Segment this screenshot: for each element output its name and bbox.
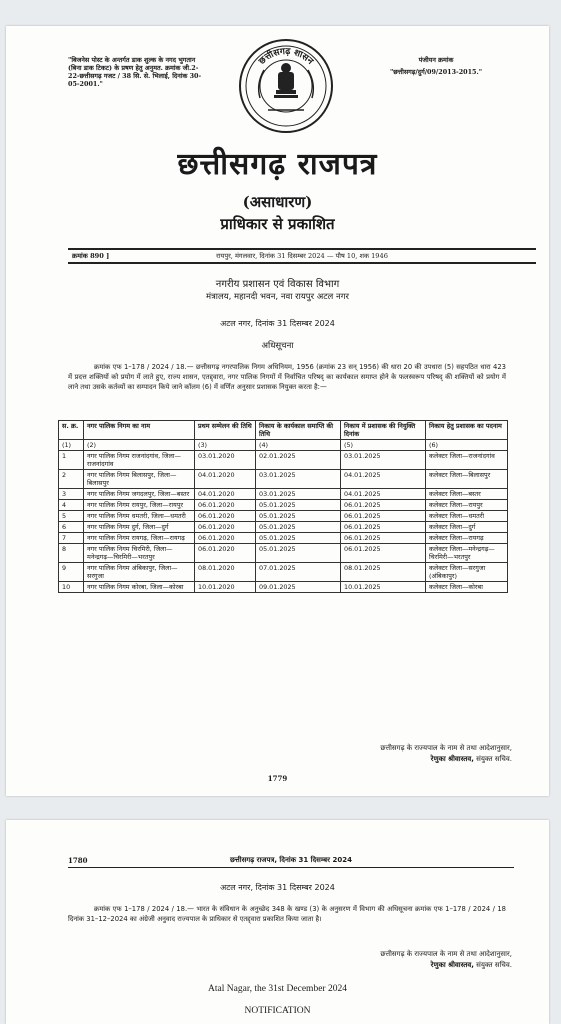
gazette-page-1780 bbox=[6, 820, 549, 1024]
table-row bbox=[59, 582, 508, 593]
cell-designation: कलेक्टर जिला—मनेन्द्रगढ़—चिरमिरी—भरतपुर bbox=[426, 544, 508, 563]
registration-label: पंजीयन क्रमांक bbox=[418, 56, 454, 64]
cell-designation: कलेक्टर जिला—बिलासपुर bbox=[426, 470, 508, 489]
notification-date: अटल नगर, दिनांक 31 दिसम्बर 2024 bbox=[220, 883, 335, 892]
col-header-sno: स. क्र. bbox=[59, 421, 84, 440]
col-number: (2) bbox=[84, 440, 195, 451]
table-number-row bbox=[59, 440, 508, 451]
cell-first-meeting: 06.01.2020 bbox=[195, 544, 256, 563]
cell-term-end: 03.01.2025 bbox=[256, 470, 341, 489]
cell-designation: कलेक्टर जिला—बस्तर bbox=[426, 489, 508, 500]
cell-first-meeting: 06.01.2020 bbox=[195, 500, 256, 511]
col-header-term-end: निकाय के कार्यकाल समाप्ति की तिथि bbox=[256, 421, 341, 440]
cell-corporation: नगर पालिक निगम चिरमिरी, जिला—मनेन्द्रगढ़—चिरमिरी—भरतपुर bbox=[84, 544, 195, 563]
col-number: (3) bbox=[195, 440, 256, 451]
cell-appointment: 06.01.2025 bbox=[341, 511, 426, 522]
cell-corporation: नगर पालिक निगम राजनांदगांव, जिला—राजनांदगांव bbox=[84, 451, 195, 470]
cell-first-meeting: 03.01.2020 bbox=[195, 451, 256, 470]
administrator-table bbox=[58, 420, 508, 593]
translation-note-body: क्रमांक एफ 1–178 / 2024 / 18.— भारत के संविधान के अनुच्छेद 348 के खण्ड (3) के अनुसरण में विभाग की अधिसूचना क्रमांक एफ 1–178 / 2024 / 18 दिनांक 31–12–2024 का अंग्रेजी अनुवाद राज्यपाल के प्राधिकार से एतद्द्वारा प्रकाशित किया जाता है। bbox=[68, 905, 506, 923]
table-row bbox=[59, 511, 508, 522]
cell-sno: 1 bbox=[59, 451, 84, 470]
cell-sno: 9 bbox=[59, 563, 84, 582]
cell-corporation: नगर पालिक निगम रायगढ़, जिला—रायगढ़ bbox=[84, 533, 195, 544]
table-row bbox=[59, 544, 508, 563]
col-number: (6) bbox=[426, 440, 508, 451]
cell-corporation: नगर पालिक निगम कोरबा, जिला—कोरबा bbox=[84, 582, 195, 593]
cell-first-meeting: 08.01.2020 bbox=[195, 563, 256, 582]
cell-term-end: 05.01.2025 bbox=[256, 544, 341, 563]
postal-note: "बिजनेस पोस्ट के अन्तर्गत डाक शुल्क के नगद भुगतान (बिना डाक टिकट) के प्रषण हेतु अनुमत. क्रमांक जी.2-22-छत्तीसगढ़ गजट / 38 सि. से. भिलाई, दिनांक 30-05-2001." bbox=[68, 56, 202, 88]
registration-number: "छत्तीसगढ़/दुर्ग/09/2013-2015." bbox=[389, 68, 483, 76]
cell-term-end: 05.01.2025 bbox=[256, 533, 341, 544]
signer-block bbox=[300, 961, 512, 970]
department-name: नगरीय प्रशासन एवं विकास विभाग bbox=[215, 279, 340, 290]
cell-sno: 10 bbox=[59, 582, 84, 593]
gazette-page-1779 bbox=[6, 26, 549, 796]
signer-name: रेणुका श्रीवास्तव, bbox=[430, 755, 474, 763]
english-notification-title: NOTIFICATION bbox=[244, 1006, 311, 1016]
page-header bbox=[68, 854, 514, 868]
cell-sno: 6 bbox=[59, 522, 84, 533]
cell-sno: 7 bbox=[59, 533, 84, 544]
cell-sno: 5 bbox=[59, 511, 84, 522]
page-number: 1779 bbox=[267, 774, 288, 783]
cell-sno: 4 bbox=[59, 500, 84, 511]
cell-appointment: 03.01.2025 bbox=[341, 451, 426, 470]
signer-block bbox=[300, 755, 512, 764]
cell-appointment: 04.01.2025 bbox=[341, 489, 426, 500]
signer-title: संयुक्त सचिव. bbox=[476, 755, 512, 763]
cell-sno: 3 bbox=[59, 489, 84, 500]
state-emblem-seal bbox=[238, 38, 334, 134]
page-number: 1780 bbox=[68, 856, 88, 865]
table-row bbox=[59, 500, 508, 511]
table-row bbox=[59, 533, 508, 544]
cell-corporation: नगर पालिक निगम धमतरी, जिला—धमतरी bbox=[84, 511, 195, 522]
issue-bar bbox=[68, 248, 536, 264]
seal-text: छत्तीसगढ़ शासन bbox=[257, 46, 315, 67]
cell-term-end: 09.01.2025 bbox=[256, 582, 341, 593]
col-header-appointment: निकाय में प्रशासक की नियुक्ति दिनांक bbox=[341, 421, 426, 440]
col-number: (4) bbox=[256, 440, 341, 451]
cell-corporation: नगर पालिक निगम बिलासपुर, जिला—बिलासपुर bbox=[84, 470, 195, 489]
table-row bbox=[59, 522, 508, 533]
table-row bbox=[59, 470, 508, 489]
cell-appointment: 08.01.2025 bbox=[341, 563, 426, 582]
notification-heading: अधिसूचना bbox=[261, 341, 294, 351]
cell-appointment: 06.01.2025 bbox=[341, 544, 426, 563]
department-address: मंत्रालय, महानदी भवन, नवा रायपुर अटल नगर bbox=[205, 292, 349, 302]
cell-designation: कलेक्टर जिला—सरगुजा (अंबिकापुर) bbox=[426, 563, 508, 582]
table-row bbox=[59, 563, 508, 582]
cell-first-meeting: 06.01.2020 bbox=[195, 522, 256, 533]
running-header: छत्तीसगढ़ राजपत्र, दिनांक 31 दिसम्बर 2024 bbox=[230, 856, 352, 864]
cell-corporation: नगर पालिक निगम अंबिकापुर, जिला—सरगुजा bbox=[84, 563, 195, 582]
cell-sno: 8 bbox=[59, 544, 84, 563]
col-number: (1) bbox=[59, 440, 84, 451]
cell-corporation: नगर पालिक निगम जगदलपुर, जिला—बस्तर bbox=[84, 489, 195, 500]
cell-term-end: 05.01.2025 bbox=[256, 500, 341, 511]
signoff-line: छत्तीसगढ़ के राज्यपाल के नाम से तथा आदेशानुसार, bbox=[380, 744, 512, 752]
gazette-subtitle-extraordinary: (असाधारण) bbox=[242, 193, 313, 211]
cell-corporation: नगर पालिक निगम दुर्ग, जिला—दुर्ग bbox=[84, 522, 195, 533]
cell-designation: कलेक्टर जिला—धमतरी bbox=[426, 511, 508, 522]
col-number: (5) bbox=[341, 440, 426, 451]
cell-first-meeting: 04.01.2020 bbox=[195, 489, 256, 500]
cell-sno: 2 bbox=[59, 470, 84, 489]
cell-designation: कलेक्टर जिला—दुर्ग bbox=[426, 522, 508, 533]
signer-name: रेणुका श्रीवास्तव, bbox=[430, 961, 474, 969]
cell-term-end: 02.01.2025 bbox=[256, 451, 341, 470]
cell-first-meeting: 10.01.2020 bbox=[195, 582, 256, 593]
cell-first-meeting: 06.01.2020 bbox=[195, 511, 256, 522]
table-row bbox=[59, 489, 508, 500]
cell-term-end: 03.01.2025 bbox=[256, 489, 341, 500]
cell-corporation: नगर पालिक निगम रायपुर, जिला—रायपुर bbox=[84, 500, 195, 511]
issue-number: क्रमांक 890 ] bbox=[72, 252, 110, 260]
col-header-corporation: नगर पालिक निगम का नाम bbox=[84, 421, 195, 440]
cell-designation: कलेक्टर जिला—रायपुर bbox=[426, 500, 508, 511]
gazette-subtitle-authority: प्राधिकार से प्रकाशित bbox=[220, 215, 335, 233]
issue-line: रायपुर, मंगलवार, दिनांक 31 दिसम्बर 2024 — पौष 10, शक 1946 bbox=[216, 252, 388, 260]
cell-designation: कलेक्टर जिला—राजनांदगांव bbox=[426, 451, 508, 470]
table-header-row bbox=[59, 421, 508, 440]
cell-designation: कलेक्टर जिला—कोरबा bbox=[426, 582, 508, 593]
english-date: Atal Nagar, the 31st December 2024 bbox=[208, 984, 347, 994]
col-header-designation: निकाय हेतु प्रशासक का पदनाम bbox=[426, 421, 508, 440]
cell-designation: कलेक्टर जिला—रायगढ़ bbox=[426, 533, 508, 544]
signer-title: संयुक्त सचिव. bbox=[476, 961, 512, 969]
notification-body: क्रमांक एफ 1–178 / 2024 / 18.— छत्तीसगढ़ नगरपालिक निगम अधिनियम, 1956 (क्रमांक 23 सन् 1956) की धारा 20 की उपधारा (5) सहपठित धारा 423 में प्रदत्त शक्तियों को प्रयोग में लाते हुए, राज्य शासन, एतद्द्वारा, नगर पालिक निगमों में निर्वाचित परिषद् का कार्यकाल समाप्त होने के फलस्वरूप परिषद् की शक्तियों को प्रयोग में लाने तथा उसके कर्तव्यों का सम्पादन किये जाने कॉलम (6) में वर्णित अनुसार प्रशासक नियुक्त करता है:— bbox=[68, 363, 506, 391]
cell-appointment: 04.01.2025 bbox=[341, 470, 426, 489]
cell-first-meeting: 04.01.2020 bbox=[195, 470, 256, 489]
gazette-title: छत्तीसगढ़ राजपत्र bbox=[177, 147, 378, 182]
cell-term-end: 07.01.2025 bbox=[256, 563, 341, 582]
cell-appointment: 06.01.2025 bbox=[341, 500, 426, 511]
signoff-line: छत्तीसगढ़ के राज्यपाल के नाम से तथा आदेशानुसार, bbox=[380, 950, 512, 958]
notification-date: अटल नगर, दिनांक 31 दिसम्बर 2024 bbox=[220, 319, 335, 328]
table-row bbox=[59, 451, 508, 470]
cell-first-meeting: 06.01.2020 bbox=[195, 533, 256, 544]
cell-appointment: 06.01.2025 bbox=[341, 522, 426, 533]
cell-appointment: 06.01.2025 bbox=[341, 533, 426, 544]
cell-appointment: 10.01.2025 bbox=[341, 582, 426, 593]
cell-term-end: 05.01.2025 bbox=[256, 522, 341, 533]
cell-term-end: 05.01.2025 bbox=[256, 511, 341, 522]
col-header-first-meeting: प्रथम सम्मेलन की तिथि bbox=[195, 421, 256, 440]
